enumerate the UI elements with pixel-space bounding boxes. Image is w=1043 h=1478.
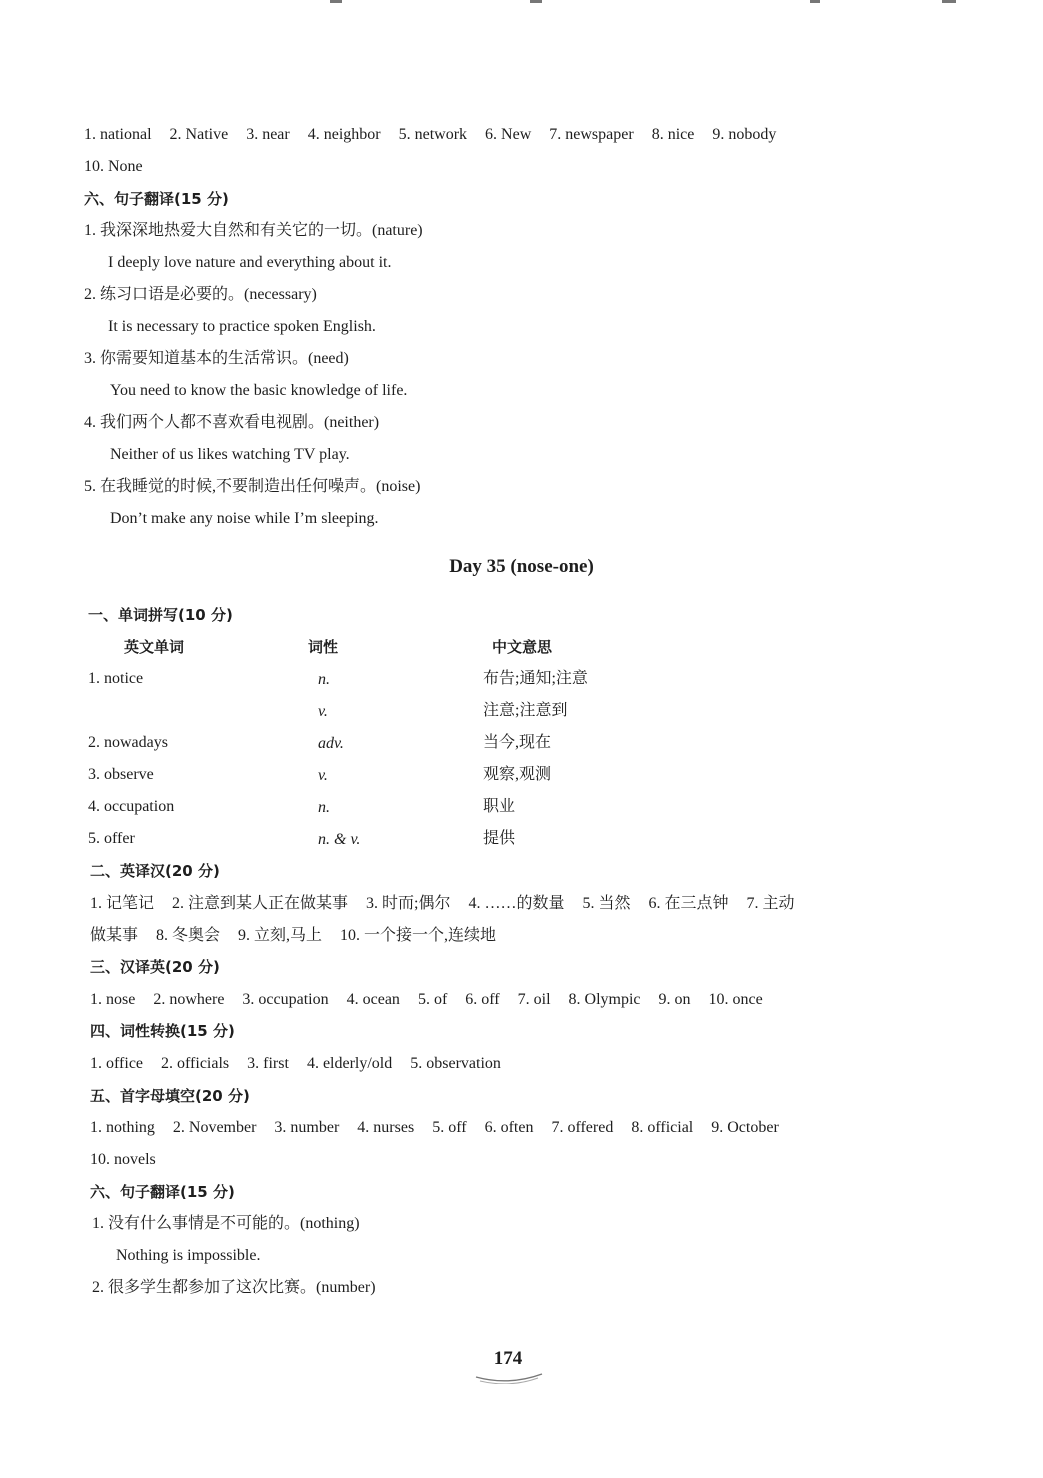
answer: 8. Olympic — [568, 991, 641, 1008]
answer: 1. nothing — [90, 1119, 155, 1136]
answers-line — [90, 1054, 501, 1074]
answer: 做某事 — [90, 927, 139, 944]
table-cell-meaning: 布告;通知;注意 — [483, 670, 588, 687]
table-header-meaning: 中文意思 — [492, 638, 553, 656]
translation-question: 1. 我深深地热爱大自然和有关它的一切。(nature) — [84, 222, 423, 239]
translation-answer: You need to know the basic knowledge of life. — [110, 382, 408, 399]
answer: 2. 注意到某人正在做某事 — [172, 895, 349, 912]
answers-line — [90, 1118, 779, 1138]
page-title: Day 35 (nose-one) — [449, 556, 594, 577]
answer: 4. nurses — [357, 1119, 415, 1136]
answer: 4. elderly/old — [306, 1055, 393, 1072]
section-heading: 二、英译汉(20 分) — [90, 862, 220, 880]
answer: 5. of — [417, 991, 448, 1008]
translation-answer: Nothing is impossible. — [116, 1247, 261, 1264]
answer: 7. offered — [551, 1119, 614, 1136]
translation-answer: Neither of us likes watching TV play. — [110, 446, 350, 463]
answer: 4. ……的数量 — [468, 895, 565, 912]
section-heading: 六、句子翻译(15 分) — [84, 190, 229, 208]
answer: 3. occupation — [242, 991, 329, 1008]
answer: 1. office — [90, 1055, 144, 1072]
table-cell-word: 4. occupation — [88, 798, 175, 815]
answer: 3. 时而;偶尔 — [366, 895, 451, 912]
table-cell-pos: adv. — [318, 735, 344, 752]
section-heading: 五、首字母填空(20 分) — [90, 1087, 250, 1105]
answers-line — [90, 894, 795, 914]
translation-question: 4. 我们两个人都不喜欢看电视剧。(neither) — [84, 414, 380, 431]
table-header-word: 英文单词 — [124, 638, 185, 656]
answer: 2. November — [172, 1119, 257, 1136]
answers-line-cont: 10. novels — [90, 1151, 156, 1168]
translation-question: 2. 很多学生都参加了这次比赛。(number) — [92, 1279, 376, 1296]
table-cell-word: 5. offer — [88, 830, 135, 847]
translation-question: 3. 你需要知道基本的生活常识。(need) — [84, 350, 349, 367]
answer: 9. 立刻,马上 — [238, 927, 323, 944]
section-heading: 四、词性转换(15 分) — [90, 1022, 235, 1040]
translation-answer: It is necessary to practice spoken English. — [108, 318, 376, 335]
answer: 1. national — [84, 126, 152, 143]
answer: 8. 冬奥会 — [156, 927, 221, 944]
table-header-pos: 词性 — [308, 638, 339, 656]
answer: 3. number — [274, 1119, 340, 1136]
answer: 5. 当然 — [582, 895, 631, 912]
page-number: 174 — [493, 1348, 523, 1369]
answer: 5. network — [398, 126, 468, 143]
answer: 1. nose — [90, 991, 136, 1008]
scan-mark — [530, 0, 542, 3]
answer: 1. 记笔记 — [90, 895, 155, 912]
table-cell-word: 2. nowadays — [88, 734, 168, 751]
section-heading: 一、单词拼写(10 分) — [88, 606, 233, 624]
section-heading: 三、汉译英(20 分) — [90, 958, 220, 976]
answer: 4. neighbor — [307, 126, 381, 143]
answers-line — [90, 926, 496, 946]
answer: 6. off — [465, 991, 500, 1008]
answer: 2. Native — [169, 126, 229, 143]
answer: 4. ocean — [346, 991, 400, 1008]
answer: 9. on — [658, 991, 691, 1008]
answer: 6. 在三点钟 — [648, 895, 729, 912]
table-cell-pos: n. — [318, 671, 330, 688]
prev-fill-answers-cont: 10. None — [84, 158, 143, 175]
prev-fill-answers — [84, 125, 776, 145]
answer: 7. 主动 — [746, 895, 795, 912]
table-cell-word: 1. notice — [88, 670, 144, 687]
translation-question: 1. 没有什么事情是不可能的。(nothing) — [92, 1215, 360, 1232]
answer: 10. 一个接一个,连续地 — [340, 927, 497, 944]
answer: 7. newspaper — [549, 126, 634, 143]
answer: 3. first — [247, 1055, 289, 1072]
answer: 5. off — [432, 1119, 467, 1136]
translation-answer: Don’t make any noise while I’m sleeping. — [110, 510, 379, 527]
answer: 6. New — [485, 126, 532, 143]
answer: 9. nobody — [712, 126, 777, 143]
table-cell-meaning: 当今,现在 — [483, 734, 552, 751]
table-cell-meaning: 职业 — [483, 798, 516, 815]
table-cell-word: 3. observe — [88, 766, 154, 783]
answer: 6. often — [484, 1119, 534, 1136]
answers-line — [90, 990, 763, 1010]
table-cell-pos: v. — [318, 703, 328, 720]
translation-question: 5. 在我睡觉的时候,不要制造出任何噪声。(noise) — [84, 478, 421, 495]
scan-mark — [942, 0, 956, 3]
page-number-ornament — [474, 1370, 544, 1384]
answer: 2. officials — [161, 1055, 230, 1072]
table-cell-pos: n. — [318, 799, 330, 816]
answer: 5. observation — [410, 1055, 501, 1072]
scan-mark — [330, 0, 342, 3]
answer: 10. once — [708, 991, 763, 1008]
table-cell-meaning: 提供 — [483, 830, 516, 847]
answer: 2. nowhere — [153, 991, 225, 1008]
section-heading: 六、句子翻译(15 分) — [90, 1183, 235, 1201]
table-cell-meaning: 注意;注意到 — [483, 702, 568, 719]
table-cell-pos: n. & v. — [318, 831, 361, 848]
answer: 3. near — [246, 126, 290, 143]
answer: 8. official — [631, 1119, 694, 1136]
scan-mark — [810, 0, 820, 3]
answer: 9. October — [711, 1119, 779, 1136]
translation-answer: I deeply love nature and everything about it. — [108, 254, 392, 271]
table-cell-pos: v. — [318, 767, 328, 784]
answer: 7. oil — [517, 991, 551, 1008]
table-cell-meaning: 观察,观测 — [483, 766, 552, 783]
answer: 8. nice — [651, 126, 695, 143]
translation-question: 2. 练习口语是必要的。(necessary) — [84, 286, 317, 303]
